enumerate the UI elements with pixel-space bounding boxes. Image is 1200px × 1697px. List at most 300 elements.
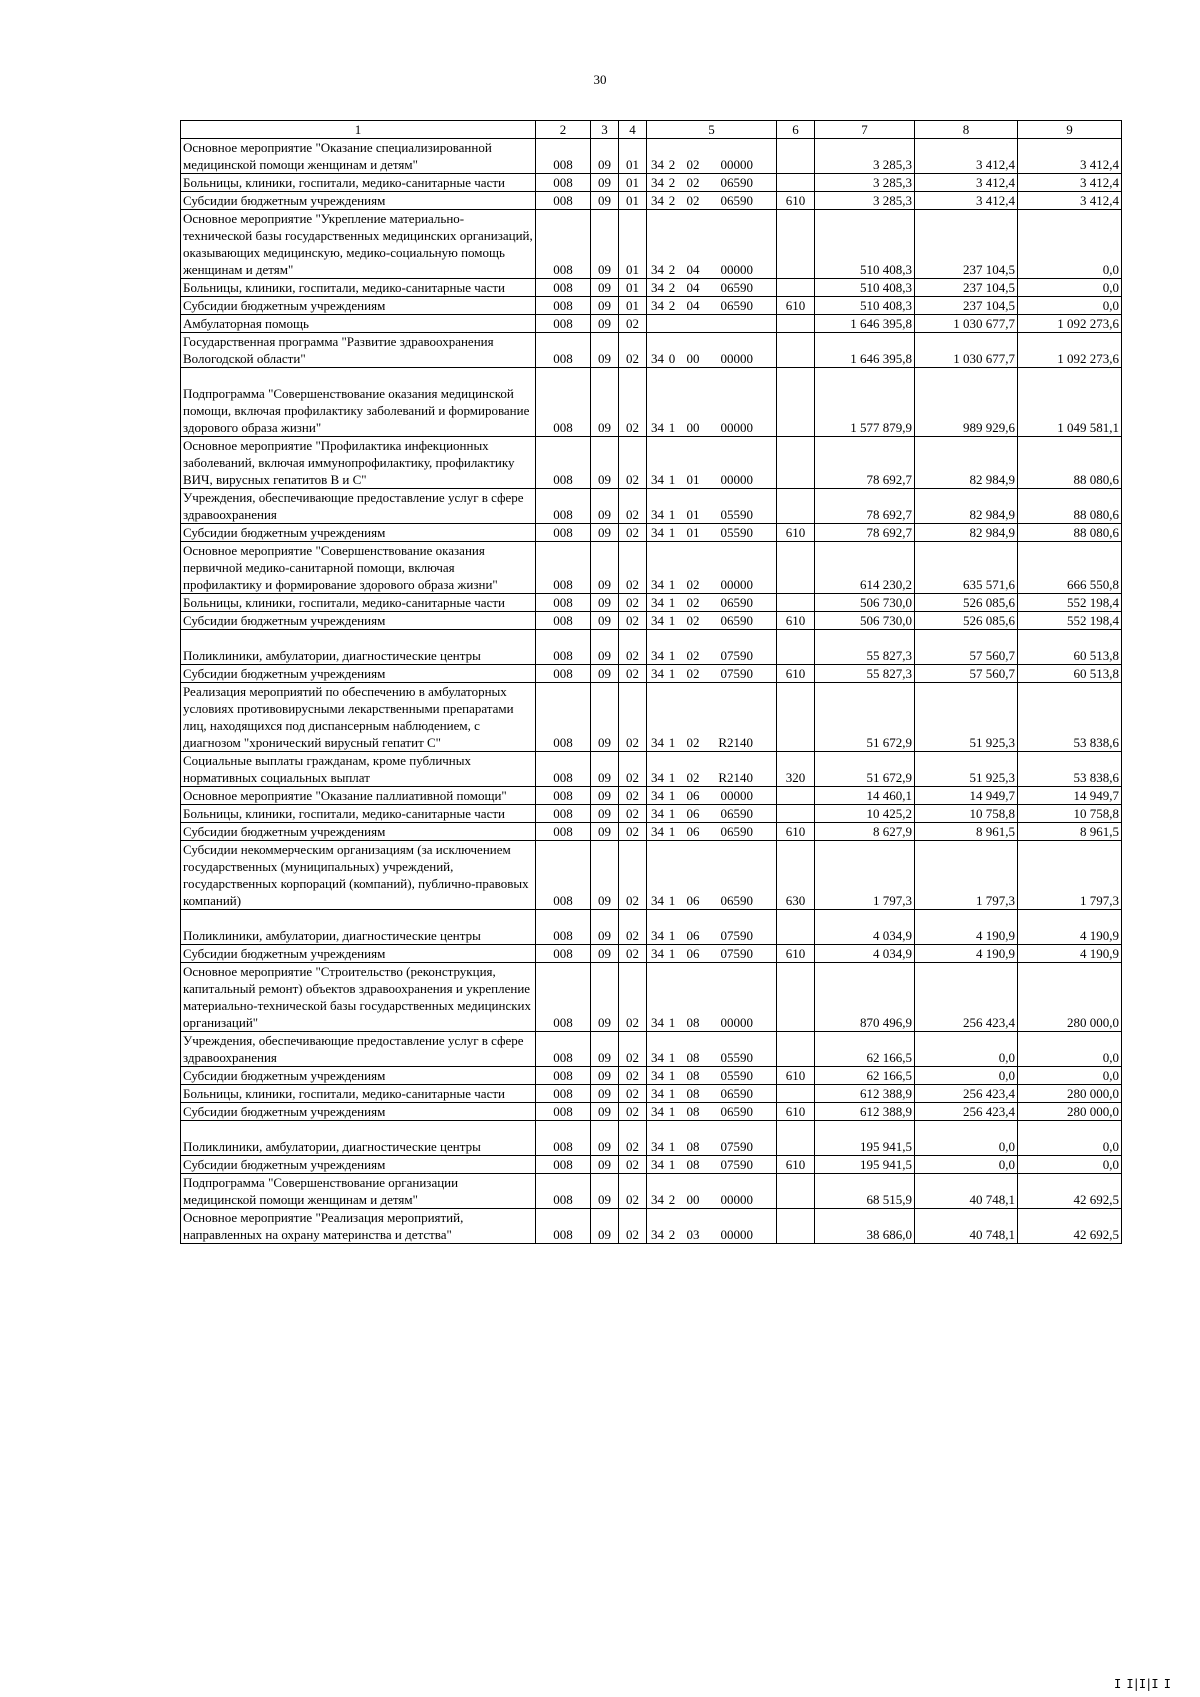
csr-part-4: R2140 xyxy=(718,735,753,750)
amount-col-9: 88 080,6 xyxy=(1018,437,1122,489)
amount-col-7: 612 388,9 xyxy=(815,1085,915,1103)
amount-col-7: 51 672,9 xyxy=(815,683,915,752)
csr-part-1: 34 xyxy=(651,1086,664,1101)
amount-col-8: 3 412,4 xyxy=(915,192,1018,210)
amount-col-8: 8 961,5 xyxy=(915,823,1018,841)
csr-part-2: 2 xyxy=(668,280,676,295)
ministry-code: 008 xyxy=(536,1209,591,1244)
target-article-code xyxy=(647,594,777,612)
csr-part-1: 34 xyxy=(651,1139,664,1154)
expense-type-code: 630 xyxy=(777,841,815,910)
amount-col-9: 1 049 581,1 xyxy=(1018,368,1122,437)
csr-part-4: 06590 xyxy=(720,280,753,295)
ministry-code: 008 xyxy=(536,368,591,437)
amount-col-7: 510 408,3 xyxy=(815,297,915,315)
expense-type-code xyxy=(777,787,815,805)
amount-col-8: 256 423,4 xyxy=(915,1103,1018,1121)
amount-col-9: 53 838,6 xyxy=(1018,683,1122,752)
csr-part-3: 02 xyxy=(686,157,700,172)
subsection-code: 01 xyxy=(619,192,647,210)
subsection-code: 02 xyxy=(619,683,647,752)
csr-part-4: 00000 xyxy=(720,1192,753,1207)
amount-col-8: 57 560,7 xyxy=(915,630,1018,665)
col-header-5: 5 xyxy=(647,121,777,139)
row-name: Учреждения, обеспечивающие предоставление услуг в сфере здравоохранения xyxy=(181,1032,536,1067)
csr-part-4: 07590 xyxy=(720,666,753,681)
target-article-code xyxy=(647,297,777,315)
subsection-code: 02 xyxy=(619,1156,647,1174)
amount-col-8: 237 104,5 xyxy=(915,279,1018,297)
expense-type-code xyxy=(777,630,815,665)
row-name: Основное мероприятие "Совершенствование оказания первичной медико-санитарной помощи, включая профилактику и формирование здорового образа жизни" xyxy=(181,542,536,594)
row-name: Субсидии бюджетным учреждениям xyxy=(181,945,536,963)
csr-part-4: 06590 xyxy=(720,193,753,208)
table-row xyxy=(181,612,1122,630)
amount-col-9: 280 000,0 xyxy=(1018,1103,1122,1121)
ministry-code: 008 xyxy=(536,333,591,368)
amount-col-9: 60 513,8 xyxy=(1018,630,1122,665)
section-code: 09 xyxy=(591,612,619,630)
csr-part-2: 1 xyxy=(668,770,676,785)
csr-part-2: 0 xyxy=(668,351,676,366)
amount-col-8: 4 190,9 xyxy=(915,910,1018,945)
table-row xyxy=(181,192,1122,210)
expense-type-code xyxy=(777,963,815,1032)
row-name: Больницы, клиники, госпитали, медико-санитарные части xyxy=(181,279,536,297)
amount-col-8: 237 104,5 xyxy=(915,210,1018,279)
row-name: Подпрограмма "Совершенствование оказания медицинской помощи, включая профилактику заболеваний и формирование здорового образа жизни" xyxy=(181,368,536,437)
csr-part-3: 02 xyxy=(686,613,700,628)
table-row xyxy=(181,333,1122,368)
section-code: 09 xyxy=(591,665,619,683)
csr-part-2: 1 xyxy=(668,613,676,628)
csr-part-1: 34 xyxy=(651,420,664,435)
row-name: Субсидии бюджетным учреждениям xyxy=(181,1103,536,1121)
table-row xyxy=(181,683,1122,752)
target-article-code xyxy=(647,489,777,524)
table-row xyxy=(181,945,1122,963)
ministry-code: 008 xyxy=(536,1156,591,1174)
amount-col-8: 10 758,8 xyxy=(915,805,1018,823)
csr-part-3: 06 xyxy=(686,806,700,821)
section-code: 09 xyxy=(591,630,619,665)
csr-part-1: 34 xyxy=(651,577,664,592)
amount-col-7: 510 408,3 xyxy=(815,210,915,279)
subsection-code: 02 xyxy=(619,524,647,542)
amount-col-8: 82 984,9 xyxy=(915,437,1018,489)
amount-col-7: 4 034,9 xyxy=(815,945,915,963)
table-row xyxy=(181,1156,1122,1174)
target-article-code xyxy=(647,683,777,752)
table-row xyxy=(181,1103,1122,1121)
csr-part-2: 1 xyxy=(668,525,676,540)
table-row xyxy=(181,279,1122,297)
ministry-code: 008 xyxy=(536,1085,591,1103)
subsection-code: 02 xyxy=(619,437,647,489)
target-article-code xyxy=(647,910,777,945)
csr-part-1: 34 xyxy=(651,157,664,172)
row-name: Субсидии бюджетным учреждениям xyxy=(181,612,536,630)
subsection-code: 02 xyxy=(619,489,647,524)
csr-part-3: 02 xyxy=(686,666,700,681)
csr-part-1: 34 xyxy=(651,648,664,663)
table-row xyxy=(181,210,1122,279)
row-name: Больницы, клиники, госпитали, медико-санитарные части xyxy=(181,1085,536,1103)
amount-col-8: 989 929,6 xyxy=(915,368,1018,437)
csr-part-1: 34 xyxy=(651,824,664,839)
expense-type-code: 610 xyxy=(777,297,815,315)
ministry-code: 008 xyxy=(536,1032,591,1067)
target-article-code xyxy=(647,333,777,368)
csr-part-3: 04 xyxy=(686,280,700,295)
amount-col-8: 1 030 677,7 xyxy=(915,315,1018,333)
expense-type-code xyxy=(777,174,815,192)
expense-type-code xyxy=(777,315,815,333)
row-name: Основное мероприятие "Реализация мероприятий, направленных на охрану материнства и детства" xyxy=(181,1209,536,1244)
expense-type-code xyxy=(777,139,815,174)
target-article-code xyxy=(647,805,777,823)
subsection-code: 02 xyxy=(619,315,647,333)
ministry-code: 008 xyxy=(536,665,591,683)
expense-type-code xyxy=(777,910,815,945)
csr-part-4: 07590 xyxy=(720,1157,753,1172)
csr-part-2: 2 xyxy=(668,1227,676,1242)
target-article-code xyxy=(647,1174,777,1209)
csr-part-1: 34 xyxy=(651,1104,664,1119)
table-row xyxy=(181,665,1122,683)
row-name: Больницы, клиники, госпитали, медико-санитарные части xyxy=(181,805,536,823)
csr-part-3: 02 xyxy=(686,648,700,663)
csr-part-1: 34 xyxy=(651,788,664,803)
section-code: 09 xyxy=(591,315,619,333)
amount-col-8: 82 984,9 xyxy=(915,524,1018,542)
table-row xyxy=(181,910,1122,945)
csr-part-3: 02 xyxy=(686,595,700,610)
table-row xyxy=(181,594,1122,612)
section-code: 09 xyxy=(591,841,619,910)
section-code: 09 xyxy=(591,1121,619,1156)
section-code: 09 xyxy=(591,333,619,368)
amount-col-7: 3 285,3 xyxy=(815,139,915,174)
amount-col-8: 256 423,4 xyxy=(915,1085,1018,1103)
subsection-code: 02 xyxy=(619,594,647,612)
csr-part-1: 34 xyxy=(651,351,664,366)
ministry-code: 008 xyxy=(536,524,591,542)
col-header-7: 7 xyxy=(815,121,915,139)
ministry-code: 008 xyxy=(536,1121,591,1156)
amount-col-9: 280 000,0 xyxy=(1018,1085,1122,1103)
section-code: 09 xyxy=(591,279,619,297)
csr-part-1: 34 xyxy=(651,193,664,208)
target-article-code xyxy=(647,1103,777,1121)
csr-part-3: 06 xyxy=(686,893,700,908)
csr-part-2: 2 xyxy=(668,262,676,277)
amount-col-8: 1 797,3 xyxy=(915,841,1018,910)
section-code: 09 xyxy=(591,787,619,805)
col-header-3: 3 xyxy=(591,121,619,139)
ministry-code: 008 xyxy=(536,192,591,210)
csr-part-4: 05590 xyxy=(720,1068,753,1083)
amount-col-8: 40 748,1 xyxy=(915,1174,1018,1209)
subsection-code: 02 xyxy=(619,963,647,1032)
ministry-code: 008 xyxy=(536,752,591,787)
table-row xyxy=(181,787,1122,805)
subsection-code: 02 xyxy=(619,787,647,805)
amount-col-9: 60 513,8 xyxy=(1018,665,1122,683)
table-row xyxy=(181,174,1122,192)
csr-part-4: 07590 xyxy=(720,928,753,943)
csr-part-3: 08 xyxy=(686,1086,700,1101)
amount-col-9: 0,0 xyxy=(1018,1121,1122,1156)
ministry-code: 008 xyxy=(536,683,591,752)
amount-col-7: 14 460,1 xyxy=(815,787,915,805)
amount-col-7: 62 166,5 xyxy=(815,1032,915,1067)
col-header-1: 1 xyxy=(181,121,536,139)
expense-type-code: 320 xyxy=(777,752,815,787)
csr-part-1: 34 xyxy=(651,472,664,487)
table-row xyxy=(181,823,1122,841)
csr-part-2: 1 xyxy=(668,946,676,961)
csr-part-4: 06590 xyxy=(720,1086,753,1101)
csr-part-2: 1 xyxy=(668,1050,676,1065)
amount-col-7: 506 730,0 xyxy=(815,594,915,612)
expense-type-code xyxy=(777,210,815,279)
table-row xyxy=(181,437,1122,489)
amount-col-7: 68 515,9 xyxy=(815,1174,915,1209)
section-code: 09 xyxy=(591,752,619,787)
csr-part-1: 34 xyxy=(651,595,664,610)
amount-col-7: 38 686,0 xyxy=(815,1209,915,1244)
section-code: 09 xyxy=(591,1067,619,1085)
target-article-code xyxy=(647,787,777,805)
csr-part-4: 07590 xyxy=(720,946,753,961)
csr-part-1: 34 xyxy=(651,175,664,190)
amount-col-7: 55 827,3 xyxy=(815,630,915,665)
row-name: Основное мероприятие "Строительство (реконструкция, капитальный ремонт) объектов здравоохранения и укрепление материально-технической базы государственных медицинских организаций" xyxy=(181,963,536,1032)
csr-part-4: 06590 xyxy=(720,806,753,821)
page-number: 30 xyxy=(593,72,607,87)
csr-part-4: 06590 xyxy=(720,298,753,313)
amount-col-7: 10 425,2 xyxy=(815,805,915,823)
ministry-code: 008 xyxy=(536,210,591,279)
subsection-code: 02 xyxy=(619,612,647,630)
expense-type-code xyxy=(777,542,815,594)
csr-part-1: 34 xyxy=(651,1227,664,1242)
amount-col-9: 42 692,5 xyxy=(1018,1174,1122,1209)
expense-type-code xyxy=(777,1032,815,1067)
table-row xyxy=(181,368,1122,437)
section-code: 09 xyxy=(591,297,619,315)
csr-part-4: 00000 xyxy=(720,577,753,592)
target-article-code xyxy=(647,665,777,683)
amount-col-7: 510 408,3 xyxy=(815,279,915,297)
subsection-code: 02 xyxy=(619,910,647,945)
csr-part-4: 06590 xyxy=(720,1104,753,1119)
expense-type-code xyxy=(777,368,815,437)
target-article-code xyxy=(647,279,777,297)
subsection-code: 02 xyxy=(619,752,647,787)
csr-part-2: 1 xyxy=(668,893,676,908)
col-header-9: 9 xyxy=(1018,121,1122,139)
csr-part-3: 08 xyxy=(686,1068,700,1083)
section-code: 09 xyxy=(591,368,619,437)
expense-type-code: 610 xyxy=(777,1156,815,1174)
amount-col-8: 256 423,4 xyxy=(915,963,1018,1032)
ministry-code: 008 xyxy=(536,787,591,805)
section-code: 09 xyxy=(591,139,619,174)
csr-part-4: 07590 xyxy=(720,648,753,663)
csr-part-1: 34 xyxy=(651,280,664,295)
subsection-code: 02 xyxy=(619,805,647,823)
row-name: Субсидии бюджетным учреждениям xyxy=(181,665,536,683)
subsection-code: 02 xyxy=(619,1032,647,1067)
target-article-code xyxy=(647,315,777,333)
target-article-code xyxy=(647,1085,777,1103)
table-row xyxy=(181,1174,1122,1209)
csr-part-3: 01 xyxy=(686,525,700,540)
csr-part-3: 04 xyxy=(686,298,700,313)
amount-col-7: 1 577 879,9 xyxy=(815,368,915,437)
subsection-code: 02 xyxy=(619,333,647,368)
csr-part-4: 07590 xyxy=(720,1139,753,1154)
amount-col-7: 55 827,3 xyxy=(815,665,915,683)
csr-part-3: 02 xyxy=(686,193,700,208)
section-code: 09 xyxy=(591,805,619,823)
amount-col-9: 666 550,8 xyxy=(1018,542,1122,594)
subsection-code: 02 xyxy=(619,945,647,963)
ministry-code: 008 xyxy=(536,630,591,665)
ministry-code: 008 xyxy=(536,823,591,841)
ministry-code: 008 xyxy=(536,963,591,1032)
table-row xyxy=(181,841,1122,910)
ministry-code: 008 xyxy=(536,1174,591,1209)
expense-type-code xyxy=(777,333,815,368)
amount-col-7: 195 941,5 xyxy=(815,1156,915,1174)
csr-part-1: 34 xyxy=(651,928,664,943)
table-row xyxy=(181,963,1122,1032)
csr-part-2: 1 xyxy=(668,1086,676,1101)
csr-part-3: 08 xyxy=(686,1050,700,1065)
expense-type-code: 610 xyxy=(777,1103,815,1121)
subsection-code: 02 xyxy=(619,1121,647,1156)
amount-col-9: 0,0 xyxy=(1018,1067,1122,1085)
section-code: 09 xyxy=(591,1156,619,1174)
csr-part-2: 2 xyxy=(668,157,676,172)
amount-col-7: 8 627,9 xyxy=(815,823,915,841)
target-article-code xyxy=(647,1156,777,1174)
csr-part-4: 06590 xyxy=(720,595,753,610)
row-name: Основное мероприятие "Укрепление материально-технической базы государственных медицинских организаций, оказывающих медицинскую, медико-социальную помощь женщинам и детям" xyxy=(181,210,536,279)
ministry-code: 008 xyxy=(536,279,591,297)
ministry-code: 008 xyxy=(536,594,591,612)
target-article-code xyxy=(647,174,777,192)
subsection-code: 02 xyxy=(619,1209,647,1244)
amount-col-9: 0,0 xyxy=(1018,210,1122,279)
amount-col-7: 78 692,7 xyxy=(815,524,915,542)
amount-col-9: 0,0 xyxy=(1018,279,1122,297)
target-article-code xyxy=(647,841,777,910)
amount-col-8: 3 412,4 xyxy=(915,174,1018,192)
table-row xyxy=(181,1067,1122,1085)
target-article-code xyxy=(647,1209,777,1244)
col-header-6: 6 xyxy=(777,121,815,139)
amount-col-9: 3 412,4 xyxy=(1018,192,1122,210)
ministry-code: 008 xyxy=(536,489,591,524)
amount-col-7: 195 941,5 xyxy=(815,1121,915,1156)
section-code: 09 xyxy=(591,542,619,594)
ministry-code: 008 xyxy=(536,542,591,594)
expense-type-code xyxy=(777,683,815,752)
csr-part-4: 00000 xyxy=(720,472,753,487)
csr-part-2: 1 xyxy=(668,577,676,592)
subsection-code: 02 xyxy=(619,1085,647,1103)
ministry-code: 008 xyxy=(536,174,591,192)
amount-col-8: 0,0 xyxy=(915,1032,1018,1067)
csr-part-4: 00000 xyxy=(720,420,753,435)
col-header-4: 4 xyxy=(619,121,647,139)
csr-part-2: 1 xyxy=(668,648,676,663)
target-article-code xyxy=(647,139,777,174)
row-name: Подпрограмма "Совершенствование организации медицинской помощи женщинам и детям" xyxy=(181,1174,536,1209)
table-row xyxy=(181,297,1122,315)
row-name: Субсидии бюджетным учреждениям xyxy=(181,1067,536,1085)
row-name: Поликлиники, амбулатории, диагностические центры xyxy=(181,910,536,945)
amount-col-8: 3 412,4 xyxy=(915,139,1018,174)
csr-part-2: 1 xyxy=(668,507,676,522)
target-article-code xyxy=(647,630,777,665)
amount-col-9: 88 080,6 xyxy=(1018,489,1122,524)
table-row xyxy=(181,805,1122,823)
target-article-code xyxy=(647,945,777,963)
subsection-code: 02 xyxy=(619,1174,647,1209)
section-code: 09 xyxy=(591,683,619,752)
amount-col-8: 526 085,6 xyxy=(915,594,1018,612)
amount-col-8: 0,0 xyxy=(915,1156,1018,1174)
csr-part-1: 34 xyxy=(651,1050,664,1065)
table-row xyxy=(181,752,1122,787)
section-code: 09 xyxy=(591,945,619,963)
table-row xyxy=(181,139,1122,174)
section-code: 09 xyxy=(591,489,619,524)
target-article-code xyxy=(647,524,777,542)
expense-type-code xyxy=(777,1209,815,1244)
amount-col-9: 0,0 xyxy=(1018,297,1122,315)
csr-part-2: 2 xyxy=(668,1192,676,1207)
row-name: Основное мероприятие "Профилактика инфекционных заболеваний, включая иммунопрофилактику, профилактику ВИЧ, вирусных гепатитов В и С" xyxy=(181,437,536,489)
amount-col-9: 3 412,4 xyxy=(1018,174,1122,192)
csr-part-1: 34 xyxy=(651,893,664,908)
subsection-code: 02 xyxy=(619,665,647,683)
csr-part-1: 34 xyxy=(651,1015,664,1030)
amount-col-7: 1 646 395,8 xyxy=(815,333,915,368)
csr-part-4: 05590 xyxy=(720,507,753,522)
csr-part-1: 34 xyxy=(651,666,664,681)
section-code: 09 xyxy=(591,1209,619,1244)
csr-part-4: 05590 xyxy=(720,525,753,540)
amount-col-7: 4 034,9 xyxy=(815,910,915,945)
amount-col-8: 526 085,6 xyxy=(915,612,1018,630)
row-name: Субсидии некоммерческим организациям (за исключением государственных (муниципальных) учреждений, государственных корпораций (компаний), публично-правовых компаний) xyxy=(181,841,536,910)
subsection-code: 01 xyxy=(619,210,647,279)
csr-part-1: 34 xyxy=(651,770,664,785)
csr-part-3: 04 xyxy=(686,262,700,277)
ministry-code: 008 xyxy=(536,437,591,489)
csr-part-1: 34 xyxy=(651,806,664,821)
amount-col-7: 78 692,7 xyxy=(815,489,915,524)
amount-col-7: 3 285,3 xyxy=(815,192,915,210)
csr-part-2: 1 xyxy=(668,928,676,943)
csr-part-2: 2 xyxy=(668,298,676,313)
